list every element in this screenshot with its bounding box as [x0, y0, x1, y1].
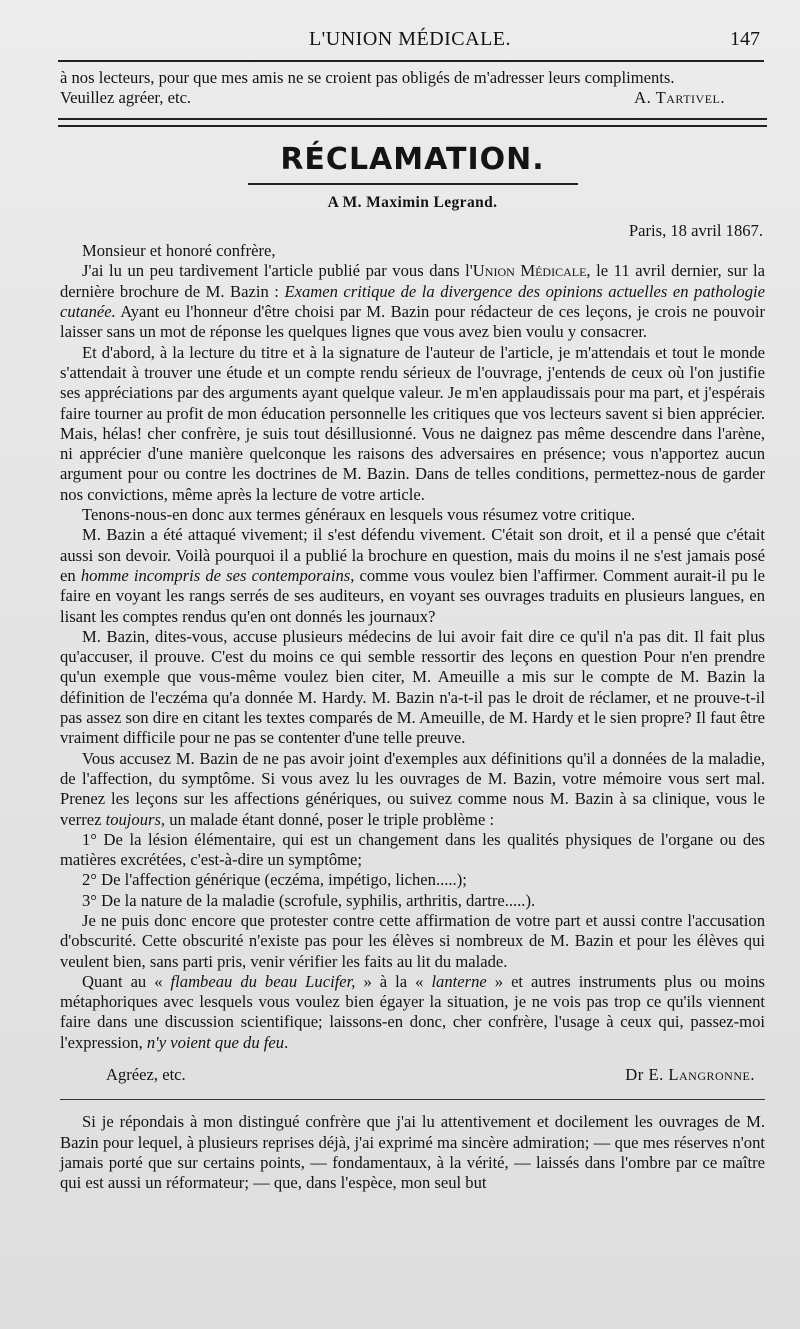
section-double-rule [58, 118, 767, 127]
previous-letter-signature: A. Tartivel. [634, 88, 725, 108]
paragraph-7: Je ne puis donc encore que protester contre cette affirmation de votre part et aussi contre l'accusation d'obscurité. Cette obscurité n'existe pas pour les élèves si nombreux de M. Bazin et pour les élèves qui veulent bien, sans parti pris, venir vérifier les faits au lit du malade. [60, 910, 765, 971]
paragraph-6: Vous accusez M. Bazin de ne pas avoir joint d'exemples aux définitions qu'il a données de la maladie, de l'affection, du symptôme. Si vous avez lu les ouvrages de M. Bazin, votre mémoire vous sert mal. Prenez les leçons sur les affections génériques, ou suivez comme nous M. Bazin à sa clinique, vous le verrez toujours, un malade étant donné, poser le triple problème : [60, 748, 765, 829]
title-rule [248, 183, 578, 185]
article-dateline: Paris, 18 avril 1867. [628, 220, 763, 240]
running-header [60, 28, 760, 54]
salutation: Monsieur et honoré confrère, [82, 241, 276, 261]
paragraph-1: J'ai lu un peu tardivement l'article publié par vous dans l'Union Médicale, le 11 avril dernier, sur la dernière brochure de M. Bazin : Examen critique de la divergence des opinions actuelles en pathologie cutanée. Ayant eu l'honneur d'être choisi par M. Bazin pour rédacteur de ces leçons, je crois ne pouvoir laisser sans un mot de réponse les quelques lignes que vous avez bien voulu y consacrer. [60, 261, 766, 342]
paragraph-8: Quant au « flambeau du beau Lucifer, » à la « lanterne » et autres instruments plus ou moins métaphoriques avec lesquels vous voulez bien égayer la situation, je ne vois pas trop ce qu'ils viennent faire dans une discussion scientifique; laissons-en donc, cher confrère, l'usage à ceux qui, passez-moi l'expression, n'y voient que du feu. [60, 971, 765, 1052]
previous-letter-closing: Veuillez agréer, etc. [60, 88, 192, 108]
article-signature: Dr E. Langronne. [625, 1065, 755, 1085]
header-rule [58, 60, 764, 62]
paragraph-2: Et d'abord, à la lecture du titre et à la signature de l'auteur de l'article, je m'attendais et tout le monde s'attendait à trouver une étude et un compte rendu sérieux de l'ouvrage, j'entends de ceux où l'on justifie ses appréciations par des arguments ayant quelque valeur. Je m'en applaudissais pour ma part, et j'espérais faire tourner au profit de mon éducation personnelle les critiques que vos lecteurs savent si bien apprécier. Mais, hélas! cher confrère, je suis tout désillusionné. Vous ne daignez pas même descendre dans l'arène, ni apprécier d'une manière quelconque les raisons des adversaires en présence; vous n'apportez aucun argument pour ou contre les doctrines de M. Bazin. Dans de telles conditions, permettez-nous de garder nos convictions, même après la lecture de votre article. [60, 342, 765, 504]
previous-letter-closing-line [60, 88, 765, 108]
paragraph-4: M. Bazin a été attaqué vivement; il s'est défendu vivement. C'était son droit, et il a pensé que c'était aussi son devoir. Voilà pourquoi il a publié la brochure en question, mais du moins il ne s'est jamais posé en homme incompris de ses contemporains, comme vous voulez bien l'affirmer. Comment aurait-il pu le faire en voyant les rangs serrés de ses auditeurs, en voyant ses ouvrages traduits en plusieurs langues, en lisant les comptes rendus qu'en ont donnés les journaux? [60, 525, 766, 626]
closing-rule [60, 1099, 765, 1100]
paragraph-5: M. Bazin, dites-vous, accuse plusieurs médecins de lui avoir fait dire ce qu'il n'a pas dit. Il fait plus qu'accuser, il prouve. C'est du moins ce qui semble ressortir des leçons en question Pour n'en prendre qu'un exemple que vous-même voulez bien citer, M. Ameuille a mis sur le compte de M. Bazin la définition de l'eczéma qu'a donnée M. Hardy. M. Bazin n'a-t-il pas le droit de réclamer, et ne prouve-t-il pas assez son dire en citant les textes comparés de M. Ameuille, de M. Hardy et le sien propre? Il faut être vraiment difficile pour ne pas se contenter d'une telle preuve. [60, 626, 765, 748]
list-item: 1° De la lésion élémentaire, qui est un changement dans les qualités physiques de l'organe ou des matières excrétées, c'est-à-dire un symptôme; [60, 829, 765, 870]
previous-letter-end: à nos lecteurs, pour que mes amis ne se croient pas obligés de m'adresser leurs compliments. [60, 68, 675, 87]
list-item: 3° De la nature de la maladie (scrofule, syphilis, arthritis, dartre.....). [82, 890, 536, 910]
page-number: 147 [730, 28, 760, 50]
afterword-paragraph: Si je répondais à mon distingué confrère que j'ai lu attentivement et docilement les ouvrages de M. Bazin pour lequel, à plusieurs reprises déjà, j'ai exprimé ma sincère admiration; — que mes réserves n'ont jamais porté que sur certains points, — fondamentaux, à la vérité, — laissés dans l'ombre par ce maître qui est aussi un réformateur; — que, dans l'espèce, mon seul but [60, 1112, 765, 1193]
journal-title: L'UNION MÉDICALE. [308, 28, 512, 50]
paragraph-3: Tenons-nous-en donc aux termes généraux en lesquels vous résumez votre critique. [82, 505, 636, 525]
article-title: RÉCLAMATION. [280, 141, 545, 177]
article-closing-line [60, 1065, 765, 1085]
list-item: 2° De l'affection générique (eczéma, impétigo, lichen.....); [82, 870, 467, 890]
page-content [60, 68, 765, 1194]
article-addressee: A M. Maximin Legrand. [327, 193, 498, 211]
article-closing: Agréez, etc. [106, 1065, 186, 1085]
